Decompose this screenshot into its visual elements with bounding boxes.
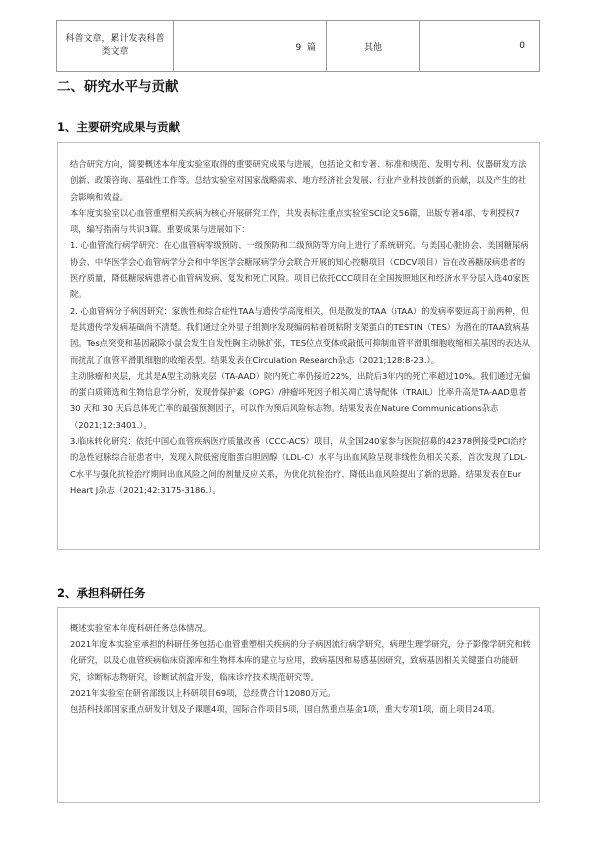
article-unit: 篇 [306,42,316,53]
paragraph: 2021年实验室在研省部级以上科研项目69项，总经费合计12080万元。 [70,687,336,698]
paragraph: 包括科技部国家重点研发计划及子课题4项，国际合作项目5项，国自然重点基金1项，重大专项1项，面上项目24项。 [70,704,500,715]
table-row [57,21,540,72]
paragraph: 1. 心血管流行病学研究：在心血管病零级预防、一级预防和二级预防等方向上进行了系统研究。与美国心脏协会、美国糖尿病协会、中华医学会心血管病学分会和中华医学会糖尿病学分会联合开展的知心控糖项目（CDCV项目）旨在改善糖尿病患者的医疗质量，降低糖尿病患者心血管病发病、复发和死亡风险。项目已依托CCC项目在全国按照地区和经济水平分层入选40家医院。 [70,240,530,300]
paragraph: 主动脉瘤和夹层，尤其是A型主动脉夹层（TA-AAD）院内死亡率仍接近22%，出院后3年内的死亡率超过10%。我们通过无偏的蛋白质筛选和生物信息学分析，发现骨保护素（OPG）/肿瘤坏死因子相关凋亡诱导配体（TRAIL）比率升高是TA-AAD患者 30 天和 30 天后总体死亡率的最强预测因子，可以作为预后风险标志物。结果发表在Nature Communications杂志（2021;12:3401.）。 [70,370,531,430]
table-cell-other-value: 0 [420,21,540,72]
article-count: 9 [295,42,302,53]
subsection-title-research: 1、主要研究成果与贡献 [57,120,181,134]
paragraph: 概述实验室本年度科研任务总体情况。 [70,623,212,633]
paragraph: 结合研究方向，简要概述本年度实验室取得的重要研究成果与进展，包括论文和专著、标准和规范、发明专利、仪器研发方法创新、政策咨询、基础性工作等。总结实验室对国家战略需求、地方经济社会发展、行业产业科技创新的贡献，以及产生的社会影响和效益。 [70,159,527,202]
research-content [70,156,532,498]
paragraph: 3.临床转化研究：依托中国心血管疾病医疗质量改善（CCC-ACS）项目，从全国240家参与医院招募的42378例接受PCI治疗的急性冠脉综合征患者中，发现入院低密度脂蛋白胆固醇（LDL-C）水平与出血风险呈现非线性负相关关系，首次发现了LDL-C水平与强化抗栓治疗期间出血风险之间的剂量反应关系，为优化抗栓治疗、降低出血风险提出了新的思路。结果发表在Eur Heart J杂志（2021;42:3175-3186.）。 [70,436,528,495]
paragraph: 2021年度本实验室承担的科研任务包括心血管重塑相关疾病的分子病因流行病学研究，病理生理学研究，分子影像学研究和转化研究，以及心血管疾病临床资源库和生物样本库的建立与应用，致病基因和易感基因研究，致病基因相关关键蛋白功能研究，诊断标志物研究，诊断试剂盒开发，临床诊疗技术规范研究等。 [70,639,531,682]
subsection-title-tasks: 2、承担科研任务 [57,586,146,600]
table-cell-value [174,21,327,72]
tasks-content [70,620,532,717]
table-cell-other-label: 其他 [327,21,420,72]
summary-table [56,20,540,72]
table-cell-label: 科普文章，累计发表科普类文章 [57,21,174,72]
section-title: 二、研究水平与贡献 [57,79,179,95]
paragraph: 本年度实验室以心血管重塑相关疾病为核心开展研究工作，共发表标注重点实验室SCI论文56篇，出版专著4部，专利授权7项，编写指南与共识3篇。重要成果与进展如下： [70,207,520,235]
paragraph: 2. 心血管病分子病因研究：家族性和综合症性TAA与遗传学高度相关，但是散发的TAA（iTAA）的发病率要远高于前两种，但是其遗传学发病基础尚不清楚。我们通过全外显子组测序发现编码粘着斑粘附支架蛋白的TESTIN（TES）为潜在的TAA致病基因。Tes点突变和基因敲除小鼠会发生自发性胸主动脉扩张，TES位点变体或敲低可抑制血管平滑肌细胞收缩相关基因的表达从而扰乱了血管平滑肌细胞的收缩表型。结果发表在Circulation Research杂志（2021;128:8-23.）。 [70,305,531,365]
